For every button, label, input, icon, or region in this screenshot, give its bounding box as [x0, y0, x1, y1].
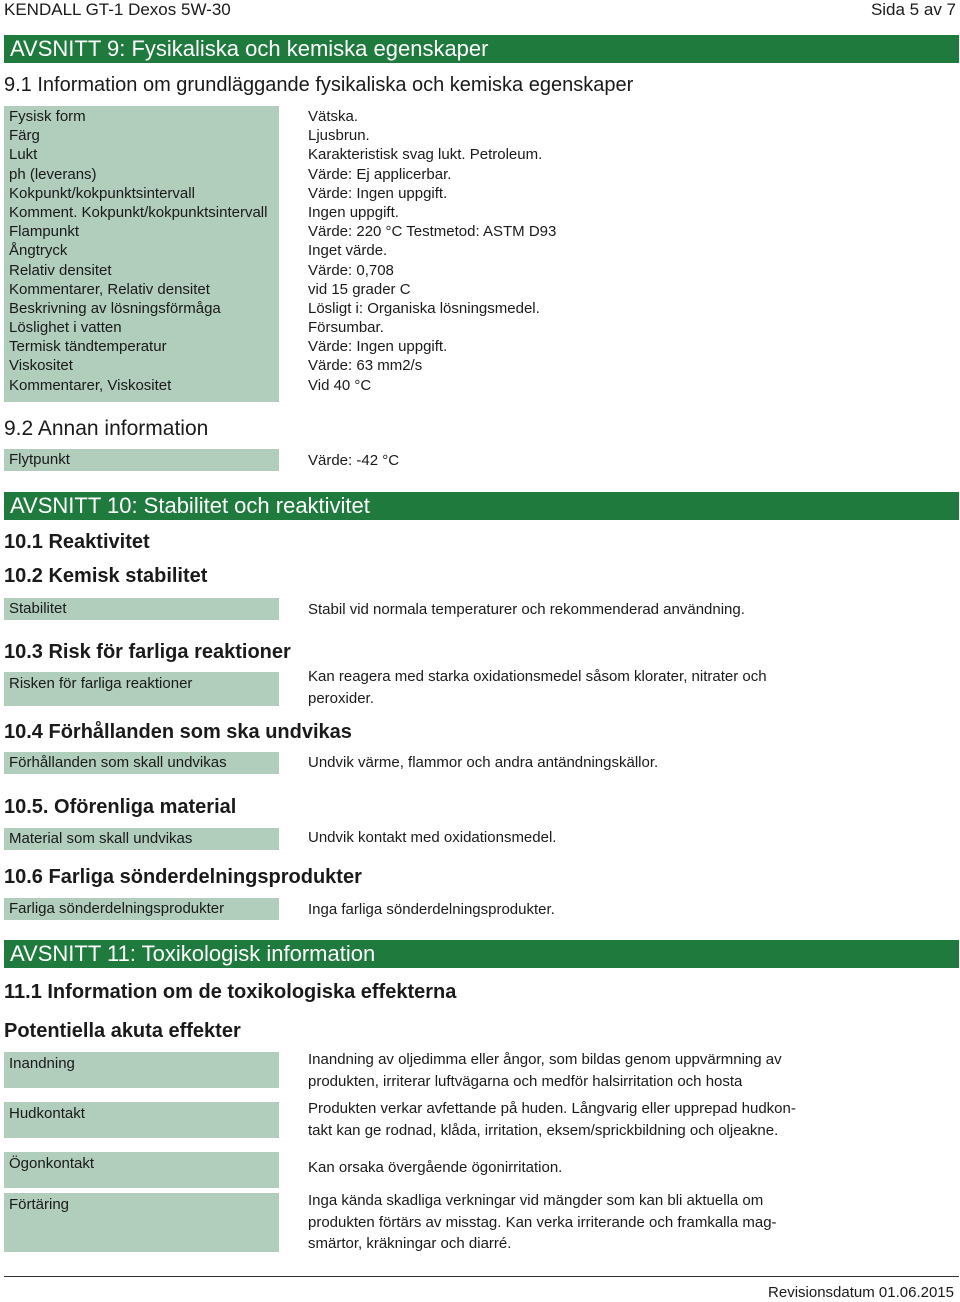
property-label: Flampunkt	[9, 223, 80, 241]
section-9-1-values	[308, 107, 556, 395]
property-value: Försumbar.	[308, 319, 384, 337]
property-label: Fysisk form	[9, 108, 86, 125]
risk-value-line-1: Kan reagera med starka oxidationsmedel såsom klorater, nitrater och	[308, 668, 767, 685]
property-label: Kokpunkt/kokpunktsintervall	[9, 184, 195, 202]
stabilitet-value: Stabil vid normala temperaturer och rekommenderad användning.	[308, 601, 745, 618]
section-10-title: AVSNITT 10: Stabilitet och reaktivitet	[4, 492, 959, 520]
conditions-value: Undvik värme, flammor och andra antändningskällor.	[308, 754, 659, 771]
property-label: Termisk tändtemperatur	[9, 338, 167, 356]
fortaring-value	[308, 1190, 828, 1255]
property-label: Kommentarer, Viskositet	[9, 376, 172, 394]
revision-date: Revisionsdatum 01.06.2015	[768, 1284, 954, 1301]
section-10-2-heading: 10.2 Kemisk stabilitet	[4, 565, 208, 587]
decomposition-label: Farliga sönderdelningsprodukter	[4, 898, 279, 920]
property-label: ph (leverans)	[9, 165, 97, 183]
property-value: Inget värde.	[308, 242, 388, 260]
decomposition-value: Inga farliga sönderdelningsprodukter.	[308, 901, 555, 918]
inandning-label: Inandning	[4, 1052, 279, 1088]
footer-divider	[4, 1276, 959, 1277]
property-value: Värde: 0,708	[308, 261, 394, 279]
inandning-value-line-1: Inandning av oljedimma eller ångor, som bildas genom uppvärmning av	[308, 1051, 782, 1068]
materials-value: Undvik kontakt med oxidationsmedel.	[308, 829, 557, 846]
fortaring-value-line-1: Inga kända skadliga verkningar vid mängder som kan bli aktuella om	[308, 1192, 764, 1209]
section-9-title: AVSNITT 9: Fysikaliska och kemiska egenskaper	[4, 35, 959, 63]
property-label: Färg	[9, 127, 40, 145]
property-label: Ångtryck	[9, 242, 68, 260]
section-10-6-heading: 10.6 Farliga sönderdelningsprodukter	[4, 866, 362, 888]
section-9-1-heading: 9.1 Information om grundläggande fysikaliska och kemiska egenskaper	[4, 74, 634, 96]
property-value: Ljusbrun.	[308, 127, 370, 145]
property-label: Kommentarer, Relativ densitet	[9, 280, 210, 298]
property-value: Värde: 63 mm2/s	[308, 357, 423, 375]
property-value: Värde: Ingen uppgift.	[308, 184, 448, 202]
property-label: Beskrivning av lösningsförmåga	[9, 299, 221, 317]
property-value: Värde: Ej applicerbar.	[308, 165, 452, 183]
property-value: Karakteristisk svag lukt. Petroleum.	[308, 146, 543, 164]
risk-label: Risken för farliga reaktioner	[4, 672, 279, 706]
hudkontakt-label: Hudkontakt	[4, 1102, 279, 1138]
section-9-1-labels	[4, 106, 279, 402]
section-10-4-heading: 10.4 Förhållanden som ska undvikas	[4, 721, 352, 743]
ogonkontakt-value: Kan orsaka övergående ögonirritation.	[308, 1159, 563, 1176]
property-value: Vid 40 °C	[308, 376, 372, 394]
acute-effects-heading: Potentiella akuta effekter	[4, 1020, 241, 1042]
fortaring-label: Förtäring	[4, 1193, 279, 1252]
property-value: Värde: Ingen uppgift.	[308, 338, 448, 356]
section-9-2-heading: 9.2 Annan information	[4, 417, 209, 440]
product-name: KENDALL GT-1 Dexos 5W-30	[4, 0, 231, 19]
inandning-value-line-2: produkten, irriterar luftvägarna och medför halsirritation och hosta	[308, 1072, 743, 1090]
property-label: Komment. Kokpunkt/kokpunktsintervall	[9, 203, 268, 221]
hudkontakt-value-line-1: Produkten verkar avfettande på huden. Långvarig eller upprepad hudkon-	[308, 1100, 796, 1117]
fortaring-value-line-3: smärtor, kräkningar och diarré.	[308, 1235, 512, 1252]
hudkontakt-value-line-2: takt kan ge rodnad, klåda, irritation, eksem/sprickbildning och oljeakne.	[308, 1121, 779, 1139]
flytpunkt-value: Värde: -42 °C	[308, 452, 400, 469]
flytpunkt-label: Flytpunkt	[4, 449, 279, 471]
section-10-5-heading: 10.5. Oförenliga material	[4, 796, 237, 818]
risk-value	[308, 666, 828, 709]
fortaring-value-line-2: produkten förtärs av misstag. Kan verka irriterande och framkalla mag-	[308, 1213, 777, 1231]
section-10-1-heading: 10.1 Reaktivitet	[4, 531, 150, 553]
section-10-3-heading: 10.3 Risk för farliga reaktioner	[4, 641, 291, 663]
property-value: Vätska.	[308, 108, 359, 125]
risk-value-line-2: peroxider.	[308, 689, 374, 707]
hudkontakt-value	[308, 1098, 828, 1141]
inandning-value	[308, 1049, 828, 1092]
section-11-title: AVSNITT 11: Toxikologisk information	[4, 940, 959, 968]
page-number: Sida 5 av 7	[870, 0, 956, 19]
property-value: Lösligt i: Organiska lösningsmedel.	[308, 299, 540, 317]
conditions-label: Förhållanden som skall undvikas	[4, 752, 279, 774]
materials-label: Material som skall undvikas	[4, 828, 279, 850]
property-label: Lukt	[9, 146, 38, 164]
property-value: Ingen uppgift.	[308, 203, 399, 221]
stabilitet-label: Stabilitet	[4, 598, 279, 620]
ogonkontakt-label: Ögonkontakt	[4, 1152, 279, 1188]
section-11-1-heading: 11.1 Information om de toxikologiska effekterna	[4, 981, 457, 1003]
property-value: Värde: 220 °C Testmetod: ASTM D93	[308, 223, 557, 241]
property-label: Viskositet	[9, 357, 73, 375]
property-label: Löslighet i vatten	[9, 319, 122, 337]
property-value: vid 15 grader C	[308, 280, 411, 298]
property-label: Relativ densitet	[9, 261, 112, 279]
